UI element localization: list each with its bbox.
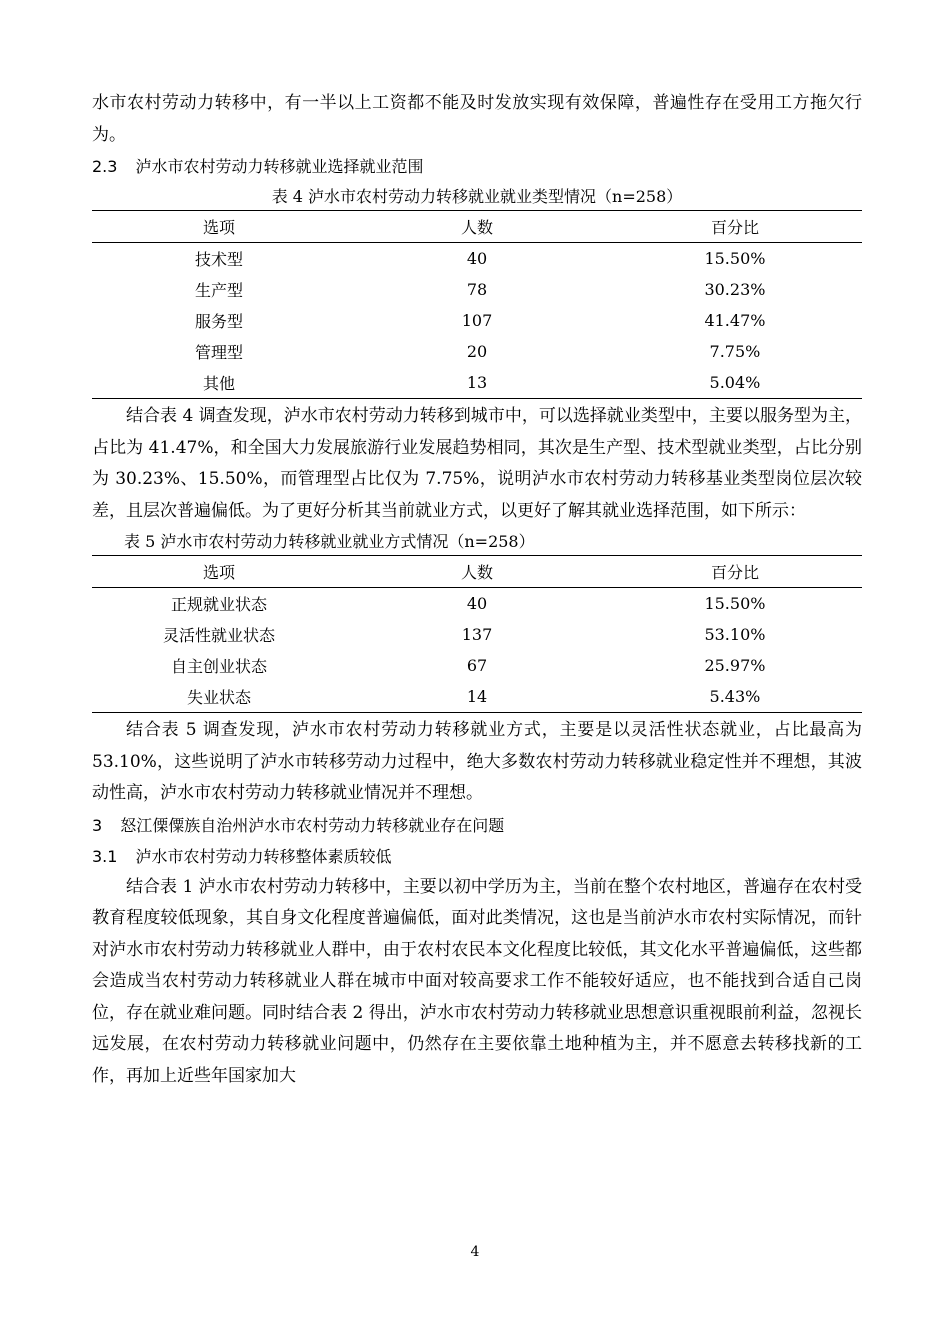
- page-number: 4: [470, 1244, 480, 1260]
- table-cell: 5.04%: [709, 373, 761, 392]
- table-cell: 53.10%: [704, 625, 766, 644]
- table-cell: 技术型: [195, 250, 244, 269]
- table-cell: 30.23%: [704, 280, 766, 299]
- column-header: 百分比: [710, 218, 759, 237]
- column-header: 人数: [460, 218, 493, 237]
- column-header: 选项: [203, 218, 236, 237]
- table-cell: 灵活性就业状态: [163, 626, 276, 645]
- table-cell: 40: [466, 249, 488, 268]
- table-cell: 生产型: [195, 281, 244, 300]
- table-cell: 管理型: [195, 343, 244, 362]
- table-row: [92, 619, 862, 650]
- section-title: 怒江傈僳族自治州泸水市农村劳动力转移就业存在问题: [120, 815, 505, 835]
- table-row: [92, 650, 862, 681]
- section-3-1-heading: [92, 841, 862, 872]
- table-cell: 其他: [203, 374, 236, 393]
- table5-caption: 表 5 泸水市农村劳动力转移就业就业方式情况（n=258）: [124, 532, 535, 551]
- table-row: [92, 681, 862, 713]
- table-header-row: [92, 556, 862, 588]
- column-header: 人数: [460, 563, 493, 582]
- table-row: [92, 274, 862, 305]
- column-header: 百分比: [710, 563, 759, 582]
- table-cell: 15.50%: [704, 594, 766, 613]
- table-row: [92, 588, 862, 620]
- table-cell: 服务型: [195, 312, 244, 331]
- document-page: [92, 88, 862, 1092]
- section-2-3-heading: [92, 151, 862, 182]
- table-cell: 107: [461, 311, 493, 330]
- table-row: [92, 305, 862, 336]
- table-cell: 7.75%: [709, 342, 761, 361]
- table-cell: 20: [466, 342, 488, 361]
- table-cell: 78: [466, 280, 488, 299]
- table-cell: 正规就业状态: [171, 595, 268, 614]
- section-number: 3: [92, 815, 103, 835]
- table-cell: 25.97%: [704, 656, 766, 675]
- table-row: [92, 243, 862, 275]
- section-3-heading: [92, 810, 862, 841]
- paragraph-after-table5: 结合表 5 调查发现，泸水市农村劳动力转移就业方式，主要是以灵活性状态就业，占比最高为 53.10%，这些说明了泸水市转移劳动力过程中，绝大多数农村劳动力转移就业稳定性并不理想，其波动性高，泸水市农村劳动力转移就业情况并不理想。: [92, 720, 862, 803]
- paragraph-after-table4: 结合表 4 调查发现，泸水市农村劳动力转移到城市中，可以选择就业类型中，主要以服务型为主，占比为 41.47%，和全国大力发展旅游行业发展趋势相同，其次是生产型、技术型就业类型，占比分别为 30.23%、15.50%，而管理型占比仅为 7.75%，说明泸水市农村劳动力转移基业类型岗位层次较差，且层次普遍偏低。为了更好分析其当前就业方式，以更好了解其就业选择范围，如下所示：: [92, 406, 862, 521]
- paragraph-3-1: 结合表 1 泸水市农村劳动力转移中，主要以初中学历为主，当前在整个农村地区，普遍存在农村受教育程度较低现象，其自身文化程度普遍偏低，面对此类情况，这也是当前泸水市农村实际情况，而针对泸水市农村劳动力转移就业人群中，由于农村农民本文化程度比较低，其文化水平普遍偏低，这些都会造成当农村劳动力转移就业人群在城市中面对较高要求工作不能较好适应，也不能找到合适自己岗位，存在就业难问题。同时结合表 2 得出，泸水市农村劳动力转移就业思想意识重视眼前利益，忽视长远发展，在农村劳动力转移就业问题中，仍然存在主要依靠土地种植为主，并不愿意去转移找新的工作，再加上近些年国家加大: [92, 876, 862, 1086]
- table5: [92, 555, 862, 713]
- table4-caption: 表 4 泸水市农村劳动力转移就业就业类型情况（n=258）: [271, 187, 683, 206]
- table4: [92, 210, 862, 399]
- section-title: 泸水市农村劳动力转移就业选择就业范围: [135, 157, 424, 176]
- table-cell: 5.43%: [709, 687, 761, 706]
- table-cell: 137: [461, 625, 493, 644]
- column-header: 选项: [203, 563, 236, 582]
- table-cell: 41.47%: [704, 311, 766, 330]
- table-cell: 自主创业状态: [171, 657, 268, 676]
- table-cell: 13: [466, 373, 488, 392]
- table-cell: 14: [466, 687, 488, 706]
- table-row: [92, 336, 862, 367]
- table-cell: 40: [466, 594, 488, 613]
- table-cell: 失业状态: [187, 688, 252, 707]
- intro-paragraph: 水市农村劳动力转移中，有一半以上工资都不能及时发放实现有效保障，普遍性存在受用工方拖欠行为。: [92, 93, 862, 145]
- table-header-row: [92, 211, 862, 243]
- section-title: 泸水市农村劳动力转移整体素质较低: [135, 846, 392, 866]
- table-cell: 15.50%: [704, 249, 766, 268]
- section-number: 2.3: [92, 157, 118, 176]
- section-number: 3.1: [92, 846, 118, 866]
- table-row: [92, 367, 862, 399]
- table-cell: 67: [466, 656, 488, 675]
